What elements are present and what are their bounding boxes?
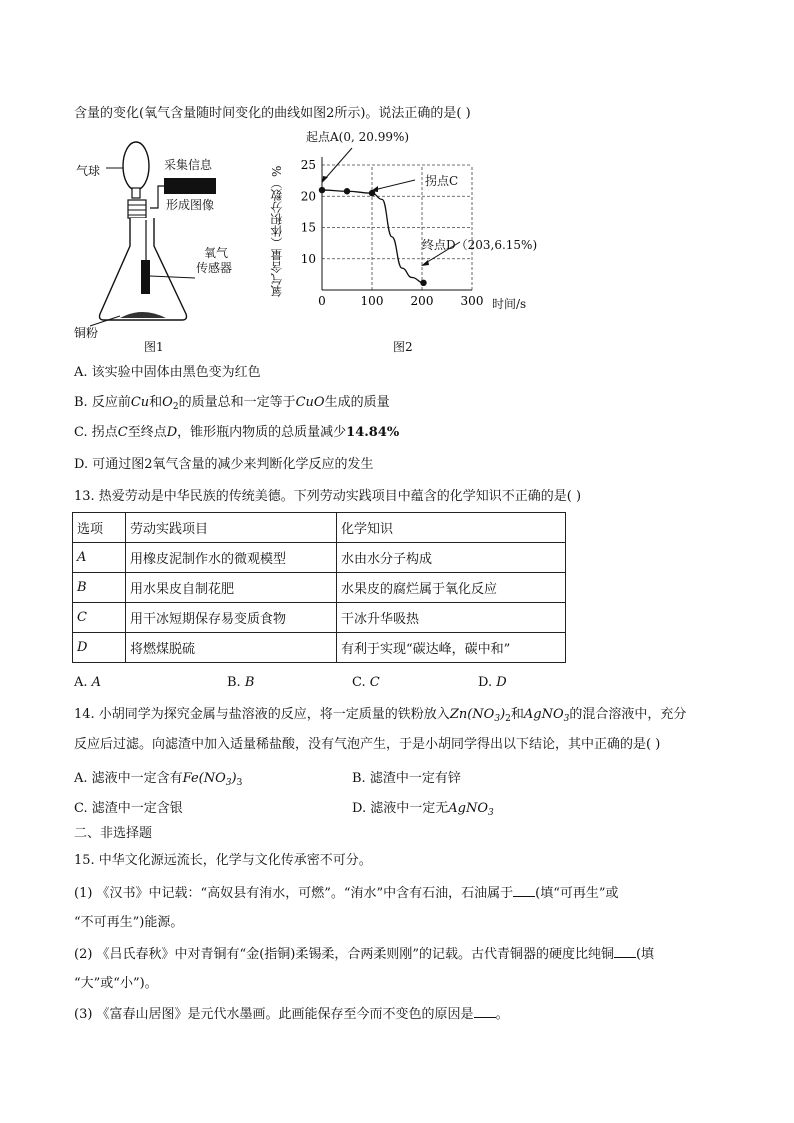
image-label: 形成图像 bbox=[166, 198, 215, 212]
table-row bbox=[73, 633, 566, 663]
table-cell: C bbox=[73, 603, 126, 633]
y-tick-label: 20 bbox=[300, 189, 316, 204]
balloon-shape bbox=[123, 142, 149, 190]
oxygen-curve bbox=[322, 190, 424, 283]
fig1-caption: 图1 bbox=[144, 340, 164, 354]
answer-blank[interactable] bbox=[513, 884, 535, 897]
table-cell: 水果皮的腐烂属于氧化反应 bbox=[337, 573, 566, 603]
table-cell: 用干冰短期保存易变质食物 bbox=[126, 603, 337, 633]
q14-stem-line1: 14. 小胡同学为探究金属与盐溶液的反应，将一定质量的铁粉放入$Zn(NO_3)_2$和AgNO$_3$的混合溶液中，充分 bbox=[74, 707, 687, 724]
y-axis-label: 氧气含量（体积分数）% bbox=[270, 165, 284, 297]
figure-area bbox=[70, 128, 540, 358]
table-cell: 用橡皮泥制作水的微观模型 bbox=[126, 543, 337, 573]
q15-stem: 15. 中华文化源远流长，化学与文化传承密不可分。 bbox=[74, 853, 372, 868]
y-tick-label: 10 bbox=[300, 251, 316, 266]
q15-part1-line1: (1) 《汉书》中记载：“高奴县有洧水，可燃”。“洧水”中含有石油，石油属于 (填“可再生”或 bbox=[74, 886, 619, 901]
table-cell: 水由水分子构成 bbox=[337, 543, 566, 573]
q13-table bbox=[72, 512, 566, 663]
table-cell: D bbox=[73, 633, 126, 663]
table-cell: 将燃煤脱硫 bbox=[126, 633, 337, 663]
table-cell: B bbox=[73, 573, 126, 603]
table-header-row bbox=[73, 513, 566, 543]
end-annotation: 终点D（203,6.15%) bbox=[422, 238, 538, 252]
q13-option-c: C. C bbox=[352, 675, 380, 690]
table-header-cell: 选项 bbox=[73, 513, 126, 543]
sensor-label-2: 传感器 bbox=[196, 261, 233, 275]
x-tick-label: 100 bbox=[360, 294, 384, 308]
q12-option-c: C. 拐点C至终点D，锥形瓶内物质的总质量减少14.84% bbox=[74, 425, 400, 440]
intro-text: 含量的变化(氧气含量随时间变化的曲线如图2所示)。说法正确的是( ) bbox=[74, 106, 471, 121]
x-tick-label: 300 bbox=[460, 294, 484, 308]
q13-option-b: B. B bbox=[227, 675, 255, 690]
q13-option-d: D. D bbox=[478, 675, 507, 690]
table-cell: 用水果皮自制花肥 bbox=[126, 573, 337, 603]
collect-label: 采集信息 bbox=[164, 158, 213, 172]
q15-part2-line1: (2) 《吕氏春秋》中对青铜有“金(指铜)柔锡柔，合两柔则刚”的记载。古代青铜器的硬度比纯铜 (填 bbox=[74, 947, 655, 962]
oxygen-sensor bbox=[141, 260, 150, 294]
x-tick-label: 0 bbox=[318, 294, 326, 308]
balloon-label: 气球 bbox=[76, 164, 101, 178]
answer-blank[interactable] bbox=[614, 945, 636, 958]
q12-option-a: A. 该实验中固体由黑色变为红色 bbox=[74, 365, 261, 380]
sensor-label-1: 氧气 bbox=[204, 246, 229, 260]
copper-label: 铜粉 bbox=[74, 326, 99, 340]
table-cell: 有利于实现“碳达峰，碳中和” bbox=[337, 633, 566, 663]
inflection-annotation: 拐点C bbox=[425, 174, 459, 188]
q12-option-d: D. 可通过图2氧气含量的减少来判断化学反应的发生 bbox=[74, 457, 374, 472]
q14-option-d: D. 滤液中一定无AgNO$_3$ bbox=[352, 801, 494, 818]
table-cell: A bbox=[73, 543, 126, 573]
table-row bbox=[73, 573, 566, 603]
table-row bbox=[73, 543, 566, 573]
data-collector-box bbox=[164, 178, 216, 194]
start-annotation: 起点A(0, 20.99%) bbox=[306, 130, 410, 144]
table-cell: 干冰升华吸热 bbox=[337, 603, 566, 633]
q15-part1-line2: “不可再生”)能源。 bbox=[74, 915, 184, 930]
q14-option-c: C. 滤渣中一定含银 bbox=[74, 801, 183, 816]
section-title: 二、非选择题 bbox=[74, 826, 153, 841]
q14-option-a: A. 滤液中一定含有$Fe(NO_3)_3$ bbox=[74, 771, 243, 788]
data-point bbox=[344, 188, 350, 194]
x-tick-label: 200 bbox=[410, 294, 434, 308]
data-point bbox=[319, 187, 325, 193]
data-point bbox=[420, 280, 426, 286]
q15-part2-line2: “大”或“小”)。 bbox=[74, 976, 158, 991]
q14-option-b: B. 滤渣中一定有锌 bbox=[352, 771, 461, 786]
q12-option-b: B. 反应前Cu和$O_2$的质量总和一定等于CuO生成的质量 bbox=[74, 395, 390, 412]
y-tick-label: 25 bbox=[300, 158, 316, 172]
q13-stem: 13. 热爱劳动是中华民族的传统美德。下列劳动实践项目中蕴含的化学知识不正确的是( ) bbox=[74, 489, 582, 504]
y-tick-label: 15 bbox=[300, 220, 316, 235]
x-axis-label: 时间/s bbox=[492, 297, 527, 311]
table-header-cell: 化学知识 bbox=[337, 513, 566, 543]
q15-part3: (3) 《富春山居图》是元代水墨画。此画能保存至今而不变色的原因是 。 bbox=[74, 1007, 509, 1022]
fig2-caption: 图2 bbox=[393, 340, 413, 354]
table-header-cell: 劳动实践项目 bbox=[126, 513, 337, 543]
table-row bbox=[73, 603, 566, 633]
q14-stem-line2: 反应后过滤。向滤渣中加入适量稀盐酸，没有气泡产生，于是小胡同学得出以下结论，其中正确的是( ) bbox=[74, 737, 661, 752]
answer-blank[interactable] bbox=[474, 1005, 496, 1018]
q13-option-a: A. A bbox=[74, 675, 102, 690]
